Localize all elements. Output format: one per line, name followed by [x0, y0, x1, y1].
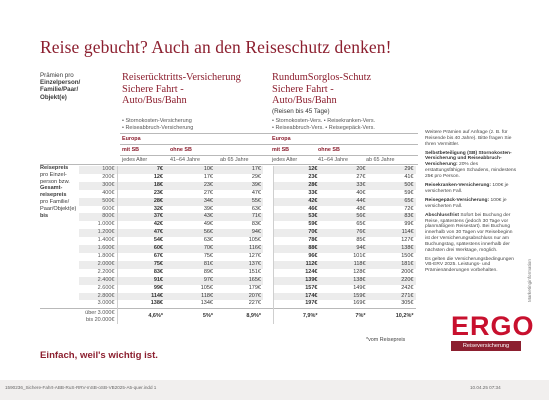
table-row	[40, 198, 416, 206]
header-rule	[120, 155, 418, 156]
mit-sb-label: mit SB	[122, 147, 140, 153]
premium-cell: 12€	[274, 166, 320, 174]
travel-price: 400€	[79, 190, 117, 198]
column-gap	[263, 198, 274, 206]
row-label-cell	[40, 182, 79, 190]
premium-label-bold: Einzelperson/	[40, 79, 81, 87]
note-heading: Reisekranken-Versicherung:	[425, 182, 492, 188]
premium-cell: 56€	[320, 213, 368, 221]
column-gap	[263, 285, 274, 293]
travel-price: 600€	[79, 206, 117, 214]
row-label-cell	[40, 300, 79, 308]
product-title-rus	[272, 72, 371, 107]
travel-price: 200€	[79, 174, 117, 182]
premium-cell: 72€	[404, 205, 414, 212]
premium-cell: 150€	[401, 252, 414, 259]
premium-cell: 157€	[274, 285, 320, 293]
row-label-cell	[40, 261, 79, 269]
region-label: Europa	[272, 136, 291, 142]
travel-price: 2.600€	[79, 285, 117, 293]
age-65: ab 65 Jahre	[366, 157, 395, 163]
travel-price: 100€	[79, 166, 117, 174]
premium-cell: 227€	[248, 300, 261, 307]
row-label-cell	[40, 171, 79, 182]
ohne-sb-label: ohne SB	[170, 147, 192, 153]
premium-cell: 27€	[203, 189, 213, 196]
premium-label	[40, 72, 112, 101]
premium-cell: 41€	[404, 173, 414, 180]
premium-cell: 105€	[248, 237, 261, 244]
footnote: *vom Reisepreis	[366, 337, 406, 343]
premium-cell: 71€	[215, 213, 263, 221]
premium-cell: 88€	[274, 245, 320, 253]
premium-cell: 42€	[153, 221, 163, 228]
table-row	[40, 245, 416, 253]
column-gap	[263, 206, 274, 214]
premium-cell: 97€	[165, 277, 215, 285]
row-label-cell	[40, 245, 79, 253]
premium-cell: 99€	[153, 284, 163, 291]
premium-cell: 94€	[215, 229, 263, 237]
row-label-bold: Gesamt-	[40, 185, 63, 192]
product-title-line: RundumSorglos-Schutz	[272, 72, 372, 83]
premium-cell: 197€	[274, 300, 320, 308]
premium-cell: 83€	[368, 213, 416, 221]
row-label-cell	[40, 221, 79, 229]
premium-cell: 63€	[203, 237, 213, 244]
premium-cell: 28€	[274, 182, 320, 190]
premium-cell: 165€	[215, 277, 263, 285]
column-gap	[263, 182, 274, 190]
premium-cell: 139€	[274, 277, 320, 285]
product-title-line: Auto/Bus/Bahn	[272, 95, 337, 107]
product-title-line: Reiserücktritts-Versicherung	[122, 72, 241, 83]
age-note: (Reisen bis 45 Tage)	[272, 108, 330, 115]
premium-cell: 181€	[368, 261, 416, 269]
premium-cell: 118€	[320, 261, 368, 269]
row-label-line: pro Familie/	[40, 198, 70, 205]
percent-row	[40, 309, 416, 325]
premium-cell: 94€	[320, 245, 368, 253]
row-label-line: Paar/Objekt(e)	[40, 205, 77, 212]
premium-cell: 83€	[153, 268, 163, 275]
product-title-line: Sichere Fahrt -	[122, 83, 184, 95]
condition-note	[425, 151, 517, 180]
premium-cell: 23€	[153, 189, 163, 196]
range-line: über 3.000€	[85, 310, 115, 317]
row-label-cell	[40, 293, 79, 301]
premium-cell: 207€	[215, 293, 263, 301]
table-row	[40, 213, 416, 221]
percent-cell: 10,2%*	[368, 309, 416, 325]
premium-cell: 44€	[320, 198, 368, 206]
premium-cell: 48€	[356, 205, 366, 212]
premium-cell: 67€	[153, 252, 163, 259]
travel-price: 2.000€	[79, 261, 117, 269]
row-label-bold: reisepreis	[40, 192, 67, 199]
note-text: Es gelten die Versicherungsbedingungen VB-ERV 2025. Leistungs- und Prämienänderungen vorbehalten.	[425, 256, 514, 274]
row-label-cell	[40, 253, 79, 261]
table-row	[40, 269, 416, 277]
slogan: Einfach, weil's wichtig ist.	[40, 350, 158, 361]
premium-cell: 39€	[215, 182, 263, 190]
premium-cell: 127€	[401, 237, 414, 244]
premium-cell: 118€	[165, 293, 215, 301]
product-item: • Reisegepäck-Vers.	[325, 124, 375, 131]
product-items-rrv	[122, 118, 193, 131]
premium-cell: 54€	[153, 237, 163, 244]
column-gap	[263, 166, 274, 174]
premium-cell: 12€	[153, 173, 163, 180]
premium-cell: 127€	[248, 252, 261, 259]
premium-cell: 46€	[274, 206, 320, 214]
table-row	[40, 206, 416, 214]
travel-price: 3.000€	[79, 300, 117, 308]
premium-cell: 124€	[274, 269, 320, 277]
premium-cell: 42€	[274, 198, 320, 206]
note-heading: Abschlussfrist	[425, 212, 459, 218]
product-items-rus	[272, 118, 375, 131]
column-gap	[263, 237, 274, 245]
condition-note	[425, 198, 517, 210]
headline: Reise gebucht? Auch an den Reiseschutz denken!	[40, 37, 392, 57]
travel-price: 1.600€	[79, 245, 117, 253]
premium-cell: 101€	[353, 252, 366, 259]
premium-cell: 83€	[251, 221, 261, 228]
ergo-subline: Reiseversicherung	[451, 341, 521, 351]
travel-price: 1.000€	[79, 221, 117, 229]
premium-cell: 60€	[117, 245, 165, 253]
premium-cell: 28€	[117, 198, 165, 206]
row-label-cell	[40, 166, 79, 174]
condition-note	[425, 257, 517, 274]
premium-cell: 128€	[353, 268, 366, 275]
row-label-cell	[40, 269, 79, 277]
premium-cell: 75€	[203, 252, 213, 259]
premium-cell: 149€	[353, 284, 366, 291]
premium-label-line: Prämien pro	[40, 72, 74, 79]
premium-cell: 29€	[251, 173, 261, 180]
range-line: bis 20.000€	[86, 316, 115, 323]
premium-cell: 47€	[117, 229, 165, 237]
premium-cell: 27€	[356, 173, 366, 180]
header-rule	[40, 164, 418, 165]
row-label-cell	[40, 277, 79, 285]
premium-cell: 116€	[215, 245, 263, 253]
column-gap	[263, 293, 274, 301]
premium-cell: 70€	[165, 245, 215, 253]
ergo-wordmark: ERGO	[451, 311, 535, 341]
premium-cell: 305€	[401, 300, 414, 307]
row-label-cell	[40, 190, 79, 198]
premium-cell: 96€	[274, 253, 320, 261]
premium-cell: 89€	[203, 268, 213, 275]
premium-label-bold: Objekt(e)	[40, 93, 67, 101]
ergo-logo	[451, 313, 535, 351]
note-text: 100€ je versicherten Fall.	[425, 197, 507, 209]
row-label-cell	[40, 198, 79, 206]
row-label-cell	[40, 206, 79, 214]
premium-cell: 53€	[274, 213, 320, 221]
table-row	[40, 300, 416, 308]
column-gap	[263, 221, 274, 229]
header-rule	[120, 144, 418, 145]
premium-cell: 34€	[165, 198, 215, 206]
premium-cell: 242€	[401, 284, 414, 291]
travel-price: 500€	[79, 198, 117, 206]
premium-cell: 29€	[368, 166, 416, 174]
product-item: • Reiseabbruch-Versicherung	[122, 124, 194, 131]
column-gap	[263, 269, 274, 277]
travel-price: 2.200€	[79, 269, 117, 277]
row-label-cell	[40, 285, 79, 293]
conditions-notes	[425, 130, 517, 277]
percent-cell: 4,6%*	[117, 309, 165, 325]
premium-cell: 151€	[248, 268, 261, 275]
travel-price: 2.800€	[79, 293, 117, 301]
premium-cell: 174€	[274, 293, 320, 301]
premium-cell: 114€	[117, 293, 165, 301]
column-gap	[263, 245, 274, 253]
table-row	[40, 229, 416, 237]
row-label-line: person bzw.	[40, 178, 70, 185]
product-item: • Stornokosten-Versicherung	[122, 118, 192, 124]
travel-price: 300€	[79, 182, 117, 190]
note-text: 20% des erstattungsfähigen Schadens, mindestens 25€ pro Person.	[425, 162, 517, 179]
travel-price: 1.200€	[79, 229, 117, 237]
price-table	[40, 166, 416, 324]
region-label: Europa	[122, 136, 141, 142]
premium-cell: 65€	[356, 221, 366, 228]
percent-cell: 7%*	[320, 309, 368, 325]
table-row	[40, 261, 416, 269]
premium-cell: 76€	[320, 229, 368, 237]
premium-cell: 112€	[274, 261, 320, 269]
premium-cell: 200€	[401, 268, 414, 275]
row-label-cell	[40, 229, 79, 237]
column-gap	[263, 213, 274, 221]
premium-cell: 56€	[165, 229, 215, 237]
marketing-info: Marketinginformation	[527, 259, 532, 302]
travel-price: 2.400€	[79, 277, 117, 285]
age-all: jedes Alter	[272, 157, 298, 163]
premium-cell: 65€	[368, 198, 416, 206]
condition-note	[425, 213, 517, 254]
premium-cell: 220€	[368, 277, 416, 285]
premium-cell: 91€	[117, 277, 165, 285]
row-label-line: pro Einzel-	[40, 171, 67, 178]
premium-cell: 138€	[368, 245, 416, 253]
premium-cell: 99€	[404, 221, 414, 228]
premium-cell: 33€	[320, 182, 368, 190]
percent-cell: 5%*	[165, 309, 215, 325]
travel-price: 1.800€	[79, 253, 117, 261]
age-41-64: 41–64 Jahre	[170, 157, 200, 163]
premium-cell: 159€	[320, 293, 368, 301]
column-gap	[263, 174, 274, 182]
mit-sb-label: mit SB	[272, 147, 290, 153]
product-item: • Reiseabbruch-Vers.	[272, 124, 324, 131]
table-row	[40, 253, 416, 261]
premium-cell: 33€	[274, 190, 320, 198]
premium-cell: 105€	[200, 284, 213, 291]
note-text: 100€ je versicherten Fall.	[425, 182, 509, 194]
premium-cell: 23€	[274, 174, 320, 182]
condition-note	[425, 130, 517, 147]
premium-cell: 114€	[368, 229, 416, 237]
percent-cell: 7,9%*	[274, 309, 320, 325]
premium-cell: 85€	[356, 237, 366, 244]
premium-cell: 18€	[117, 182, 165, 190]
note-text: Weitere Prämien auf Anfrage (z. B. für Reisende bis 40 Jahre). Bitte fragen Sie Ihren Vermittler.	[425, 130, 512, 147]
product-title-line: Auto/Bus/Bahn	[122, 95, 187, 107]
table-row	[40, 221, 416, 229]
travel-price-range	[79, 309, 117, 325]
note-heading: Selbstbeteiligung (SB) Stornokosten-Versicherung und Reiseabbruch-Versicherung:	[425, 150, 512, 168]
premium-cell: 81€	[165, 261, 215, 269]
premium-cell: 49€	[203, 221, 213, 228]
column-gap	[263, 229, 274, 237]
product-title-rrv	[122, 72, 241, 107]
print-slug: 1590236_Sichere-Fahrt-ABB-RuS-RRV-mSB-oSB-VB2025-A5-quer.indd 1	[5, 385, 157, 390]
premium-cell: 55€	[215, 198, 263, 206]
premium-cell: 138€	[320, 277, 368, 285]
print-date: 10.04.25 07:34	[470, 385, 501, 390]
premium-cell: 20€	[320, 166, 368, 174]
premium-label-bold: Familie/Paar/	[40, 86, 79, 94]
premium-cell: 78€	[274, 237, 320, 245]
table-row	[40, 190, 416, 198]
premium-cell: 32€	[153, 205, 163, 212]
row-label-bold: bis	[40, 212, 49, 219]
ohne-sb-label: ohne SB	[318, 147, 340, 153]
column-gap	[263, 300, 274, 308]
premium-cell: 47€	[251, 189, 261, 196]
row-label-cell	[40, 309, 79, 325]
age-65: ab 65 Jahre	[220, 157, 249, 163]
column-gap	[263, 261, 274, 269]
row-label-cell	[40, 213, 79, 221]
product-item: • Stornokosten-Vers.	[272, 118, 323, 124]
table-row	[40, 237, 416, 245]
table-row	[40, 182, 416, 190]
table-row	[40, 293, 416, 301]
table-row	[40, 174, 416, 182]
premium-cell: 37€	[117, 213, 165, 221]
age-41-64: 41–64 Jahre	[318, 157, 348, 163]
age-all: jedes Alter	[122, 157, 148, 163]
premium-cell: 63€	[251, 205, 261, 212]
premium-cell: 169€	[353, 300, 366, 307]
column-gap	[263, 277, 274, 285]
premium-cell: 7€	[117, 166, 165, 174]
column-gap	[263, 190, 274, 198]
note-heading: Reisegepäck-Versicherung:	[425, 197, 490, 203]
row-label-bold: Reisepreis	[40, 165, 69, 171]
premium-cell: 134€	[200, 300, 213, 307]
note-text: Sofort bei Buchung der Reise, spätestens (jedoch 30 Tage vor planmäßigem Reisestart). Bei Buchung innerhalb von 30 Tagen vor Reisebeginn ist der Versicherungsabschluss nur am Buchungstag, spätestens innerhalb der nächsten drei Werktage, möglich.	[425, 212, 513, 253]
product-item: • Reisekranken-Vers.	[323, 118, 376, 124]
premium-cell: 43€	[165, 213, 215, 221]
premium-cell: 70€	[274, 229, 320, 237]
row-label-cell	[40, 237, 79, 245]
travel-price: 1.400€	[79, 237, 117, 245]
premium-cell: 271€	[368, 293, 416, 301]
premium-cell: 17€	[215, 166, 263, 174]
premium-cell: 59€	[404, 189, 414, 196]
premium-cell: 75€	[117, 261, 165, 269]
column-gap	[263, 253, 274, 261]
premium-cell: 59€	[274, 221, 320, 229]
table-row	[40, 285, 416, 293]
header-rule	[120, 133, 418, 134]
premium-cell: 17€	[203, 173, 213, 180]
premium-cell: 138€	[150, 300, 163, 307]
travel-price: 800€	[79, 213, 117, 221]
condition-note	[425, 183, 517, 195]
premium-cell: 39€	[203, 205, 213, 212]
premium-cell: 50€	[368, 182, 416, 190]
premium-cell: 40€	[356, 189, 366, 196]
premium-cell: 23€	[165, 182, 215, 190]
column-gap	[263, 309, 274, 325]
table-row	[40, 166, 416, 174]
premium-cell: 179€	[248, 284, 261, 291]
premium-cell: 137€	[215, 261, 263, 269]
premium-cell: 10€	[165, 166, 215, 174]
product-title-line: Sichere Fahrt -	[272, 83, 334, 95]
percent-cell: 8,9%*	[215, 309, 263, 325]
table-row	[40, 277, 416, 285]
